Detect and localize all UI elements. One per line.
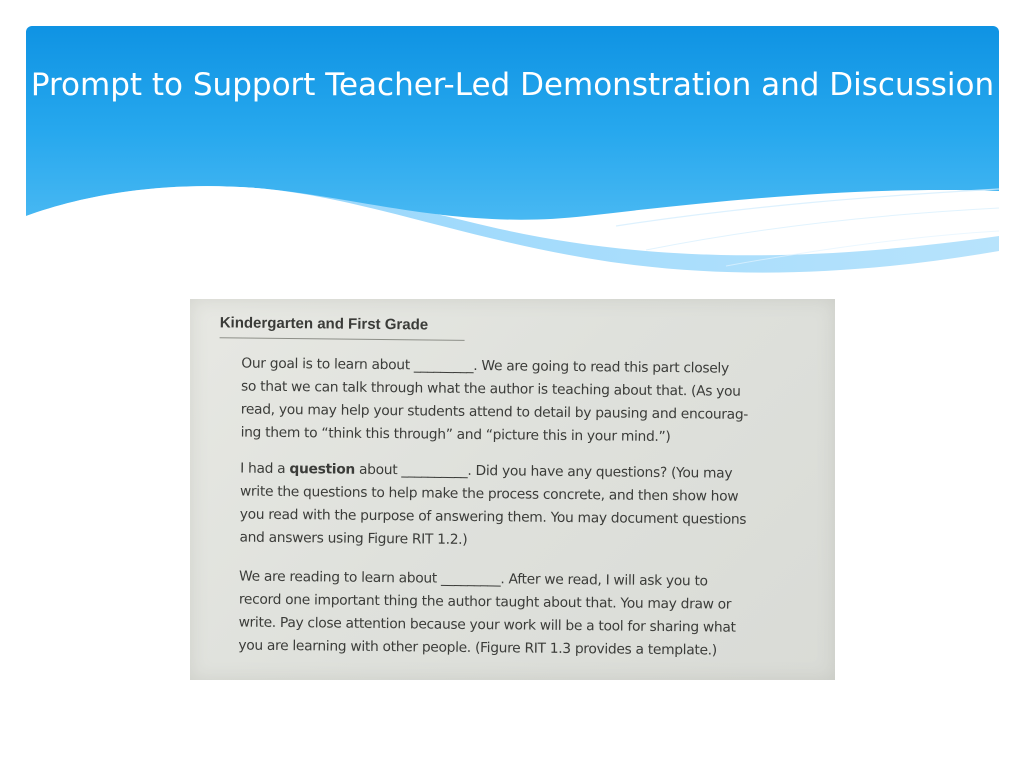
slide-title: Prompt to Support Teacher-Led Demonstration and Discussion — [30, 67, 995, 103]
paragraph-goal — [240, 353, 821, 451]
text-line: and answers using Figure RIT 1.2.) — [239, 529, 468, 548]
text-line: ing them to “think this through” and “picture this in your mind.”) — [240, 424, 671, 446]
text-segment: about __________. Did you have any questions? (You may — [354, 461, 733, 482]
paragraph-question — [239, 458, 820, 556]
text-line: We are reading to learn about _________. After we read, I will ask you to — [239, 568, 708, 590]
text-line: so that we can talk through what the author is teaching about that. (As you — [241, 378, 741, 400]
text-line: you are learning with other people. (Figure RIT 1.3 provides a template.) — [238, 637, 717, 659]
scanned-page-image — [190, 299, 835, 680]
text-segment: I had a — [240, 460, 290, 478]
text-line: you read with the purpose of answering them. You may document questions — [239, 506, 747, 528]
heading-underline — [220, 337, 465, 341]
text-line: Our goal is to learn about _________. We are going to read this part closely — [241, 355, 729, 377]
text-line: record one important thing the author taught about that. You may draw or — [238, 591, 732, 613]
scanned-page-content — [190, 299, 835, 680]
text-line: read, you may help your students attend to detail by pausing and encourag- — [240, 401, 749, 423]
text-line: write the questions to help make the process concrete, and then show how — [239, 483, 739, 505]
section-heading: Kindergarten and First Grade — [219, 314, 429, 334]
bold-word-question: question — [289, 461, 356, 478]
paragraph-reading — [238, 566, 819, 664]
text-line: write. Pay close attention because your work will be a tool for sharing what — [238, 614, 736, 636]
